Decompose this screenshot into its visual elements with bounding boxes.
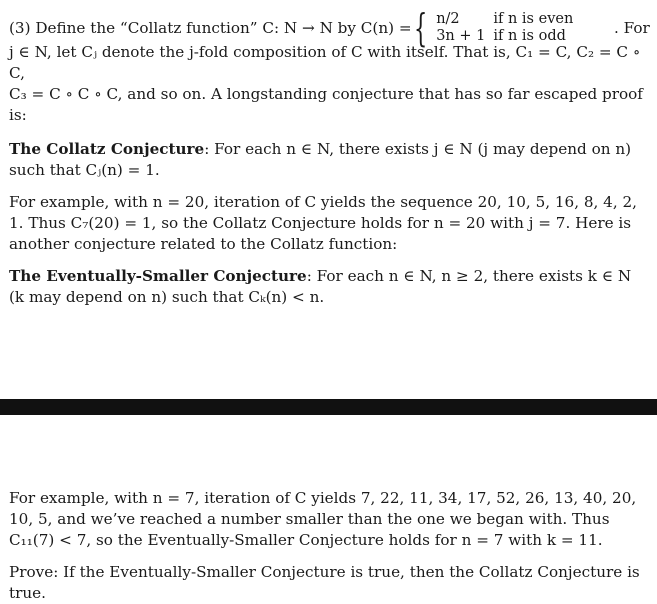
definition-line-3: C₃ = C ∘ C ∘ C, and so on. A longstanding conjecture that has so far escaped proof is: <box>9 85 643 124</box>
case-even <box>432 11 577 28</box>
definition-lead: (3) Define the “Collatz function” C: N → N by C(n) = <box>9 19 412 37</box>
problem-text-top <box>9 0 649 308</box>
example-eventually-smaller: For example, with n = 7, iteration of C yields 7, 22, 11, 34, 17, 52, 26, 13, 40, 20, 10, 5, and we’ve reached a number smaller than the one we began with. Thus C₁₁(7) < 7, so the Eventually-Smaller Conjecture holds for n = 7 with k = 11. <box>9 489 637 549</box>
black-divider-bar <box>0 399 657 415</box>
case-cond: if n is even <box>493 11 574 27</box>
case-cond: if n is odd <box>493 28 566 44</box>
prove-statement: Prove: If the Eventually-Smaller Conjecture is true, then the Collatz Conjecture is true. <box>9 563 640 602</box>
collatz-title: The Collatz Conjecture <box>9 140 205 158</box>
eventually-smaller-conjecture <box>9 266 649 308</box>
collatz-definition <box>9 0 649 52</box>
esc-title: The Eventually-Smaller Conjecture <box>9 267 307 285</box>
definition-after: . For <box>614 19 650 37</box>
case-expr: n/2 <box>436 11 460 27</box>
collatz-conjecture <box>9 139 649 181</box>
definition-line-2: j ∈ N, let Cⱼ denote the j-fold composition of C with itself. That is, C₁ = C, C₂ = C ∘ C, <box>9 43 641 82</box>
esc-statement: : For each n ∈ N, n ≥ 2, there exists k ∈ N (k may depend on n) such that Cₖ(n) < n. <box>9 267 632 306</box>
cases-table <box>432 11 577 45</box>
piecewise-cases <box>414 6 577 50</box>
problem-text-bottom <box>9 488 649 604</box>
case-expr: 3n + 1 <box>436 28 486 44</box>
case-odd <box>432 28 577 45</box>
collatz-statement: : For each n ∈ N, there exists j ∈ N (j may depend on n) such that Cⱼ(n) = 1. <box>9 140 632 179</box>
left-brace: { <box>414 6 428 50</box>
definition-continuation <box>9 42 649 126</box>
example-collatz: For example, with n = 20, iteration of C yields the sequence 20, 10, 5, 16, 8, 4, 2, 1. Thus C₇(20) = 1, so the Collatz Conjecture holds for n = 20 with j = 7. Here is another conjecture related to the Collatz function: <box>9 193 637 253</box>
